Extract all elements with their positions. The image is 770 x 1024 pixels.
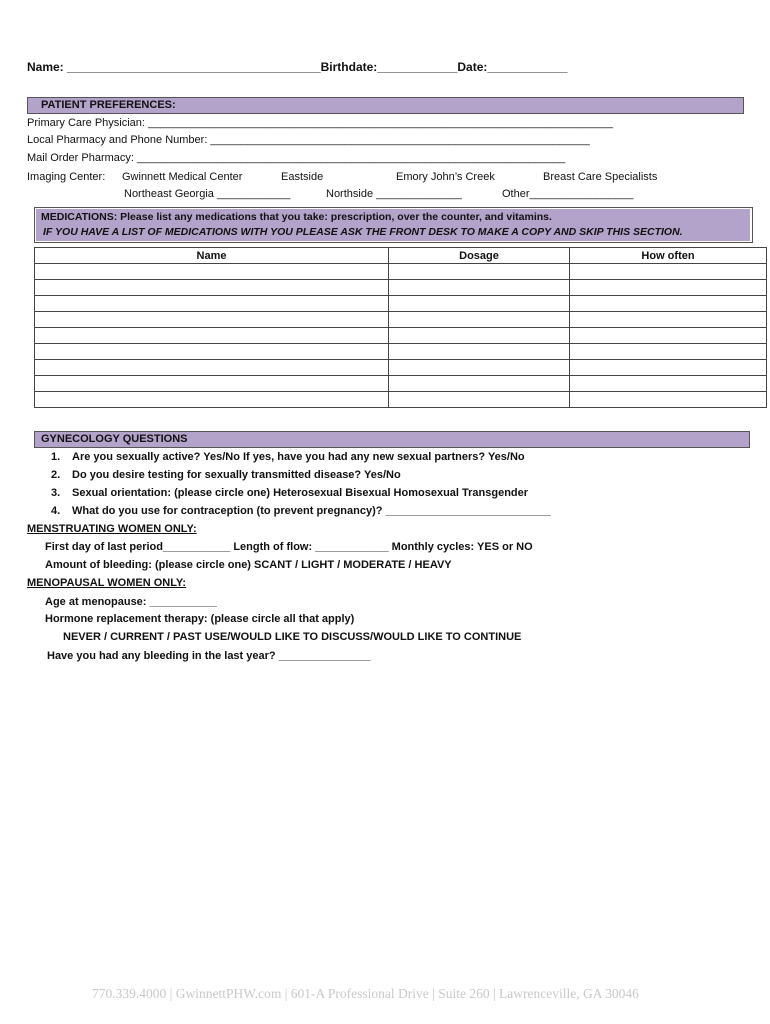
table-row <box>35 360 767 376</box>
local-pharmacy-field[interactable]: Local Pharmacy and Phone Number: ______________________________________________________________ <box>27 134 590 146</box>
column-header-name: Name <box>35 248 389 264</box>
age-at-menopause-field[interactable]: Age at menopause: ___________ <box>45 596 217 608</box>
question-1-text[interactable]: Are you sexually active? Yes/No If yes, have you had any new sexual partners? Yes/No <box>72 451 525 463</box>
medications-header <box>36 209 750 241</box>
medications-table <box>34 247 767 408</box>
medications-skip-note: IF YOU HAVE A LIST OF MEDICATIONS WITH YOU PLEASE ASK THE FRONT DESK TO MAKE A COPY AND SKIP THIS SECTION. <box>43 226 683 238</box>
medication-dosage-cell[interactable] <box>389 376 570 392</box>
medication-name-cell[interactable] <box>35 376 389 392</box>
column-header-how-often: How often <box>570 248 767 264</box>
medication-frequency-cell[interactable] <box>570 264 767 280</box>
imaging-option-gwinnett[interactable]: Gwinnett Medical Center <box>122 171 243 183</box>
question-2-number: 2. <box>51 469 61 481</box>
medication-name-cell[interactable] <box>35 360 389 376</box>
medication-name-cell[interactable] <box>35 296 389 312</box>
question-2-text[interactable]: Do you desire testing for sexually transmitted disease? Yes/No <box>72 469 401 481</box>
question-3-text[interactable]: Sexual orientation: (please circle one) Heterosexual Bisexual Homosexual Transgender <box>72 487 529 499</box>
medication-dosage-cell[interactable] <box>389 360 570 376</box>
medication-name-cell[interactable] <box>35 344 389 360</box>
question-4-number: 4. <box>51 505 61 517</box>
menstruating-cycle-fields[interactable]: First day of last period___________ Length of flow: ____________ Monthly cycles: YES or NO <box>45 541 533 553</box>
imaging-option-northeast-georgia[interactable]: Northeast Georgia ____________ <box>124 188 291 200</box>
question-4-text[interactable]: What do you use for contraception (to prevent pregnancy)? ___________________________ <box>72 505 551 517</box>
menstruating-bleeding-amount[interactable]: Amount of bleeding: (please circle one) SCANT / LIGHT / MODERATE / HEAVY <box>45 559 452 571</box>
medication-name-cell[interactable] <box>35 264 389 280</box>
imaging-option-eastside[interactable]: Eastside <box>281 171 324 183</box>
table-row <box>35 312 767 328</box>
medications-table-body <box>35 264 767 408</box>
gynecology-title: GYNECOLOGY QUESTIONS <box>41 433 188 445</box>
medication-dosage-cell[interactable] <box>389 264 570 280</box>
question-3-number: 3. <box>51 487 61 499</box>
gynecology-header <box>34 431 750 448</box>
menstruating-section-title: MENSTRUATING WOMEN ONLY: <box>27 523 197 535</box>
table-row <box>35 264 767 280</box>
table-row <box>35 296 767 312</box>
patient-preferences-header <box>27 97 744 114</box>
medication-dosage-cell[interactable] <box>389 296 570 312</box>
footer-contact-info: 770.339.4000 | GwinnettPHW.com | 601-A Professional Drive | Suite 260 | Lawrenceville, GA 30046 <box>92 986 639 1001</box>
medication-name-cell[interactable] <box>35 312 389 328</box>
medication-frequency-cell[interactable] <box>570 296 767 312</box>
medication-dosage-cell[interactable] <box>389 344 570 360</box>
medication-dosage-cell[interactable] <box>389 280 570 296</box>
patient-preferences-title: PATIENT PREFERENCES: <box>41 99 176 111</box>
imaging-option-northside[interactable]: Northside ______________ <box>326 188 462 200</box>
menopausal-section-title: MENOPAUSAL WOMEN ONLY: <box>27 577 187 589</box>
medication-dosage-cell[interactable] <box>389 312 570 328</box>
medications-table-header-row <box>35 248 767 264</box>
medication-dosage-cell[interactable] <box>389 392 570 408</box>
medication-name-cell[interactable] <box>35 392 389 408</box>
hormone-therapy-options[interactable]: NEVER / CURRENT / PAST USE/WOULD LIKE TO DISCUSS/WOULD LIKE TO CONTINUE <box>63 631 522 643</box>
medication-frequency-cell[interactable] <box>570 280 767 296</box>
table-row <box>35 344 767 360</box>
medication-frequency-cell[interactable] <box>570 376 767 392</box>
medication-frequency-cell[interactable] <box>570 392 767 408</box>
medication-dosage-cell[interactable] <box>389 328 570 344</box>
medication-frequency-cell[interactable] <box>570 360 767 376</box>
question-1-number: 1. <box>51 451 61 463</box>
medication-frequency-cell[interactable] <box>570 344 767 360</box>
medication-frequency-cell[interactable] <box>570 328 767 344</box>
table-row <box>35 280 767 296</box>
table-row <box>35 392 767 408</box>
imaging-center-label: Imaging Center: <box>27 171 106 183</box>
medications-instructions: MEDICATIONS: Please list any medications that you take: prescription, over the counter, and vitamins. <box>41 211 552 223</box>
table-row <box>35 328 767 344</box>
column-header-dosage: Dosage <box>389 248 570 264</box>
mail-order-pharmacy-field[interactable]: Mail Order Pharmacy: ______________________________________________________________________ <box>27 152 566 164</box>
primary-care-physician-field[interactable]: Primary Care Physician: ____________________________________________________________________________ <box>27 117 613 129</box>
medication-frequency-cell[interactable] <box>570 312 767 328</box>
imaging-option-breast-care[interactable]: Breast Care Specialists <box>543 171 658 183</box>
name-birthdate-date-line[interactable]: Name: ______________________________________Birthdate:____________Date:____________ <box>27 60 568 74</box>
imaging-option-other[interactable]: Other_________________ <box>502 188 634 200</box>
hormone-therapy-question: Hormone replacement therapy: (please circle all that apply) <box>45 613 355 625</box>
medication-name-cell[interactable] <box>35 280 389 296</box>
bleeding-last-year-field[interactable]: Have you had any bleeding in the last year? _______________ <box>47 650 371 662</box>
table-row <box>35 376 767 392</box>
imaging-option-emory[interactable]: Emory John’s Creek <box>396 171 495 183</box>
medication-name-cell[interactable] <box>35 328 389 344</box>
